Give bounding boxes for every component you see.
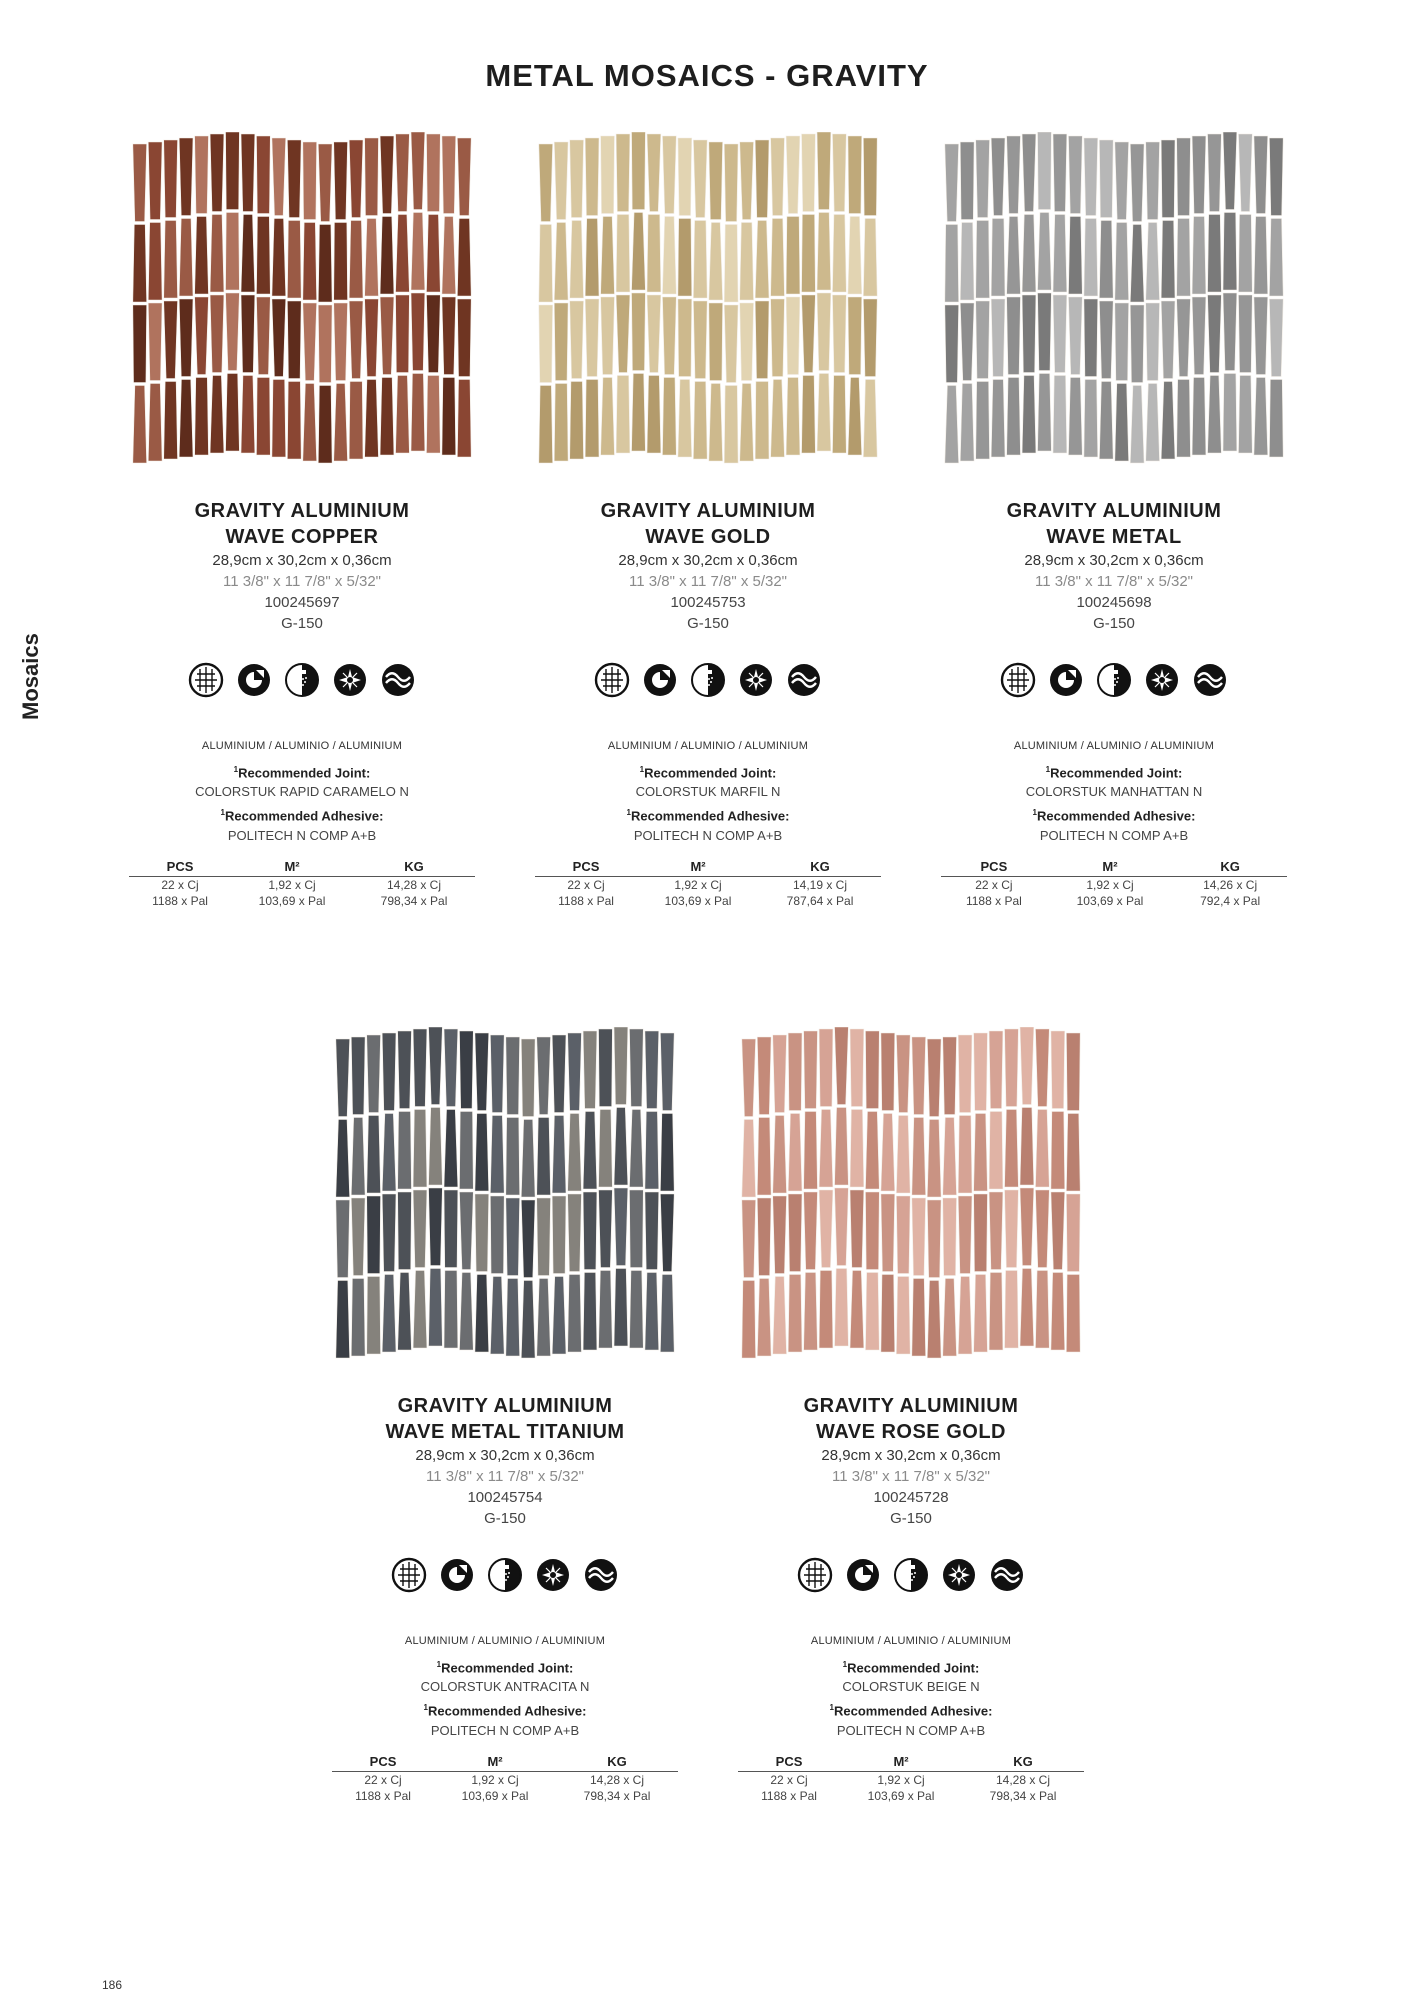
m2-per-pallet: 103,69 x Pal <box>1076 893 1144 908</box>
pcs-per-box: 22 x Cj <box>770 1772 808 1787</box>
sun-star-icon <box>738 662 774 698</box>
recommended-adhesive-label <box>310 1698 700 1720</box>
kg-per-box: 14,28 x Cj <box>995 1772 1051 1787</box>
table-header-row <box>535 859 881 877</box>
feature-icons <box>716 1557 1106 1593</box>
table-row <box>941 876 1287 893</box>
header-kg: KG <box>1173 859 1287 877</box>
m2-per-box: 1,92 x Cj <box>674 877 722 892</box>
footnote-marker: 1 <box>842 1660 848 1669</box>
header-pcs: PCS <box>535 859 637 877</box>
kg-per-pallet: 792,4 x Pal <box>1200 893 1261 908</box>
material-label: ALUMINIUM / ALUMINIO / ALUMINIUM <box>1013 740 1215 752</box>
shower-icon <box>1096 662 1132 698</box>
pcs-per-box: 22 x Cj <box>567 877 605 892</box>
m2-per-box: 1,92 x Cj <box>268 877 316 892</box>
shower-icon <box>893 1557 929 1593</box>
material-label: ALUMINIUM / ALUMINIO / ALUMINIUM <box>607 740 809 752</box>
footnote-marker: 1 <box>626 808 631 818</box>
product-code: 100245753 <box>670 594 746 611</box>
kg-per-box: 14,19 x Cj <box>792 877 848 892</box>
material-label: ALUMINIUM / ALUMINIO / ALUMINIUM <box>201 740 403 752</box>
product-code: 100245754 <box>467 1489 543 1506</box>
recommended-joint-label <box>716 1655 1106 1677</box>
m2-per-box: 1,92 x Cj <box>471 1772 519 1787</box>
recommended-adhesive-value: POLITECH N COMP A+B <box>836 1722 986 1738</box>
product-code: 100245728 <box>873 1489 949 1506</box>
packaging-table <box>332 1754 678 1804</box>
kg-per-box: 14,26 x Cj <box>1203 877 1258 892</box>
half-circle-icon <box>236 662 272 698</box>
mosaic-tile-image <box>132 132 472 480</box>
kg-per-pallet: 798,34 x Pal <box>583 1788 651 1803</box>
recommended-adhesive-text: Recommended Adhesive: <box>428 1703 587 1719</box>
dimensions-cm: 28,9cm x 30,2cm x 0,36cm <box>415 1447 595 1464</box>
half-circle-icon <box>642 662 678 698</box>
recommended-adhesive-label <box>513 803 903 825</box>
packaging-table <box>129 859 475 909</box>
product-name-line2: WAVE ROSE GOLD <box>816 1421 1006 1443</box>
sun-star-icon <box>1144 662 1180 698</box>
pcs-per-pallet: 1188 x Pal <box>355 1788 411 1803</box>
product-name-line1: GRAVITY ALUMINIUM <box>1006 500 1222 522</box>
recommended-adhesive-value: POLITECH N COMP A+B <box>430 1722 580 1738</box>
page-number: 186 <box>102 1978 123 1992</box>
product-name-line1: GRAVITY ALUMINIUM <box>803 1395 1019 1417</box>
header-m2: M² <box>637 859 759 877</box>
product-card <box>513 132 903 909</box>
packaging-table <box>535 859 881 909</box>
footnote-marker: 1 <box>1032 808 1037 818</box>
pcs-per-box: 22 x Cj <box>975 877 1013 892</box>
kg-per-pallet: 787,64 x Pal <box>786 893 854 908</box>
mosaic-tile-image <box>741 1027 1081 1375</box>
half-circle-icon <box>439 1557 475 1593</box>
wave-icon <box>989 1557 1025 1593</box>
footnote-marker: 1 <box>423 1703 428 1713</box>
header-kg: KG <box>759 859 881 877</box>
material-label: ALUMINIUM / ALUMINIO / ALUMINIUM <box>810 1635 1012 1647</box>
dimensions-inches: 11 3/8" x 11 7/8" x 5/32" <box>425 1468 585 1485</box>
recommended-adhesive-value: POLITECH N COMP A+B <box>1039 827 1189 843</box>
sun-star-icon <box>941 1557 977 1593</box>
recommended-joint-value: COLORSTUK BEIGE N <box>842 1679 980 1695</box>
mesh-icon <box>594 662 630 698</box>
kg-per-box: 14,28 x Cj <box>589 1772 645 1787</box>
pcs-per-pallet: 1188 x Pal <box>558 893 614 908</box>
shower-icon <box>284 662 320 698</box>
wave-icon <box>786 662 822 698</box>
product-code: 100245697 <box>264 594 340 611</box>
product-card <box>107 132 497 909</box>
recommended-adhesive-text: Recommended Adhesive: <box>834 1703 993 1719</box>
dimensions-cm: 28,9cm x 30,2cm x 0,36cm <box>1024 552 1204 569</box>
header-pcs: PCS <box>738 1754 840 1772</box>
recommended-joint-value: COLORSTUK MANHATTAN N <box>1025 784 1203 800</box>
header-kg: KG <box>962 1754 1084 1772</box>
product-name <box>716 1393 1106 1445</box>
mesh-icon <box>797 1557 833 1593</box>
feature-icons <box>310 1557 700 1593</box>
table-row <box>535 876 881 893</box>
feature-icons <box>513 662 903 698</box>
section-side-label: Mosaics <box>18 633 43 720</box>
table-row <box>129 893 475 909</box>
pcs-per-box: 22 x Cj <box>161 877 199 892</box>
header-m2: M² <box>1047 859 1173 877</box>
material-label: ALUMINIUM / ALUMINIO / ALUMINIUM <box>404 1635 606 1647</box>
header-pcs: PCS <box>941 859 1047 877</box>
m2-per-box: 1,92 x Cj <box>877 1772 925 1787</box>
mesh-icon <box>1000 662 1036 698</box>
table-row <box>738 1771 1084 1788</box>
mosaic-tile-image <box>538 132 878 480</box>
wave-icon <box>1192 662 1228 698</box>
kg-per-pallet: 798,34 x Pal <box>380 893 448 908</box>
mesh-icon <box>391 1557 427 1593</box>
product-code: 100245698 <box>1076 594 1152 611</box>
header-pcs: PCS <box>332 1754 434 1772</box>
recommended-joint-value: COLORSTUK MARFIL N <box>635 784 781 800</box>
kg-per-box: 14,28 x Cj <box>386 877 442 892</box>
recommended-joint-label <box>919 760 1309 782</box>
recommended-joint-text: Recommended Joint: <box>644 765 777 781</box>
product-name-line1: GRAVITY ALUMINIUM <box>600 500 816 522</box>
recommended-joint-text: Recommended Joint: <box>441 1660 574 1676</box>
recommended-joint-label <box>107 760 497 782</box>
product-name <box>310 1393 700 1445</box>
table-header-row <box>332 1754 678 1772</box>
table-row <box>738 1788 1084 1804</box>
product-name <box>919 498 1309 550</box>
half-circle-icon <box>1048 662 1084 698</box>
product-card <box>919 132 1309 909</box>
recommended-adhesive-label <box>919 803 1309 825</box>
recommended-joint-text: Recommended Joint: <box>847 1660 980 1676</box>
m2-per-pallet: 103,69 x Pal <box>867 1788 935 1803</box>
footnote-marker: 1 <box>1045 765 1051 774</box>
recommended-adhesive-value: POLITECH N COMP A+B <box>227 827 377 843</box>
product-grade: G-150 <box>890 1510 932 1527</box>
dimensions-cm: 28,9cm x 30,2cm x 0,36cm <box>821 1447 1001 1464</box>
footnote-marker: 1 <box>829 1703 834 1713</box>
product-card <box>310 1027 700 1804</box>
page-title: METAL MOSAICS - GRAVITY <box>485 58 929 93</box>
product-grade: G-150 <box>281 615 323 632</box>
m2-per-pallet: 103,69 x Pal <box>258 893 326 908</box>
table-row <box>941 893 1287 909</box>
product-name <box>513 498 903 550</box>
product-grade: G-150 <box>687 615 729 632</box>
header-pcs: PCS <box>129 859 231 877</box>
recommended-joint-value: COLORSTUK RAPID CARAMELO N <box>195 784 409 800</box>
product-name-line2: WAVE METAL <box>1046 526 1182 548</box>
product-name-line2: WAVE METAL TITANIUM <box>385 1421 625 1443</box>
kg-per-pallet: 798,34 x Pal <box>989 1788 1057 1803</box>
recommended-adhesive-text: Recommended Adhesive: <box>1037 808 1196 824</box>
table-row <box>129 876 475 893</box>
pcs-per-box: 22 x Cj <box>364 1772 402 1787</box>
recommended-joint-label <box>513 760 903 782</box>
product-card <box>716 1027 1106 1804</box>
recommended-joint-text: Recommended Joint: <box>238 765 371 781</box>
recommended-joint-label <box>310 1655 700 1677</box>
dimensions-inches: 11 3/8" x 11 7/8" x 5/32" <box>628 573 788 590</box>
product-name-line1: GRAVITY ALUMINIUM <box>194 500 410 522</box>
product-name-line2: WAVE GOLD <box>645 526 771 548</box>
footnote-marker: 1 <box>220 808 225 818</box>
shower-icon <box>690 662 726 698</box>
pcs-per-pallet: 1188 x Pal <box>965 893 1022 908</box>
footnote-marker: 1 <box>639 765 645 774</box>
recommended-adhesive-text: Recommended Adhesive: <box>631 808 790 824</box>
m2-per-box: 1,92 x Cj <box>1086 877 1134 892</box>
product-name <box>107 498 497 550</box>
recommended-adhesive-label <box>107 803 497 825</box>
header-m2: M² <box>231 859 353 877</box>
product-grade: G-150 <box>484 1510 526 1527</box>
footnote-marker: 1 <box>233 765 239 774</box>
header-m2: M² <box>434 1754 556 1772</box>
packaging-table <box>941 859 1287 909</box>
shower-icon <box>487 1557 523 1593</box>
packaging-table <box>738 1754 1084 1804</box>
mosaic-tile-image <box>335 1027 675 1375</box>
recommended-joint-text: Recommended Joint: <box>1050 765 1183 781</box>
header-kg: KG <box>353 859 475 877</box>
product-name-line2: WAVE COPPER <box>225 526 379 548</box>
dimensions-inches: 11 3/8" x 11 7/8" x 5/32" <box>1034 573 1194 590</box>
wave-icon <box>380 662 416 698</box>
pcs-per-pallet: 1188 x Pal <box>152 893 208 908</box>
table-header-row <box>738 1754 1084 1772</box>
mosaic-tile-image <box>944 132 1284 480</box>
table-header-row <box>129 859 475 877</box>
feature-icons <box>107 662 497 698</box>
mesh-icon <box>188 662 224 698</box>
header-kg: KG <box>556 1754 678 1772</box>
dimensions-inches: 11 3/8" x 11 7/8" x 5/32" <box>831 1468 991 1485</box>
footnote-marker: 1 <box>436 1660 442 1669</box>
sun-star-icon <box>535 1557 571 1593</box>
table-row <box>535 893 881 909</box>
product-grade: G-150 <box>1093 615 1135 632</box>
dimensions-cm: 28,9cm x 30,2cm x 0,36cm <box>212 552 392 569</box>
feature-icons <box>919 662 1309 698</box>
table-row <box>332 1771 678 1788</box>
recommended-adhesive-value: POLITECH N COMP A+B <box>633 827 783 843</box>
wave-icon <box>583 1557 619 1593</box>
header-m2: M² <box>840 1754 962 1772</box>
product-name-line1: GRAVITY ALUMINIUM <box>397 1395 613 1417</box>
half-circle-icon <box>845 1557 881 1593</box>
table-header-row <box>941 859 1287 877</box>
dimensions-cm: 28,9cm x 30,2cm x 0,36cm <box>618 552 798 569</box>
table-row <box>332 1788 678 1804</box>
m2-per-pallet: 103,69 x Pal <box>461 1788 529 1803</box>
recommended-adhesive-text: Recommended Adhesive: <box>225 808 384 824</box>
recommended-adhesive-label <box>716 1698 1106 1720</box>
sun-star-icon <box>332 662 368 698</box>
recommended-joint-value: COLORSTUK ANTRACITA N <box>420 1679 590 1695</box>
pcs-per-pallet: 1188 x Pal <box>761 1788 817 1803</box>
m2-per-pallet: 103,69 x Pal <box>664 893 732 908</box>
dimensions-inches: 11 3/8" x 11 7/8" x 5/32" <box>222 573 382 590</box>
